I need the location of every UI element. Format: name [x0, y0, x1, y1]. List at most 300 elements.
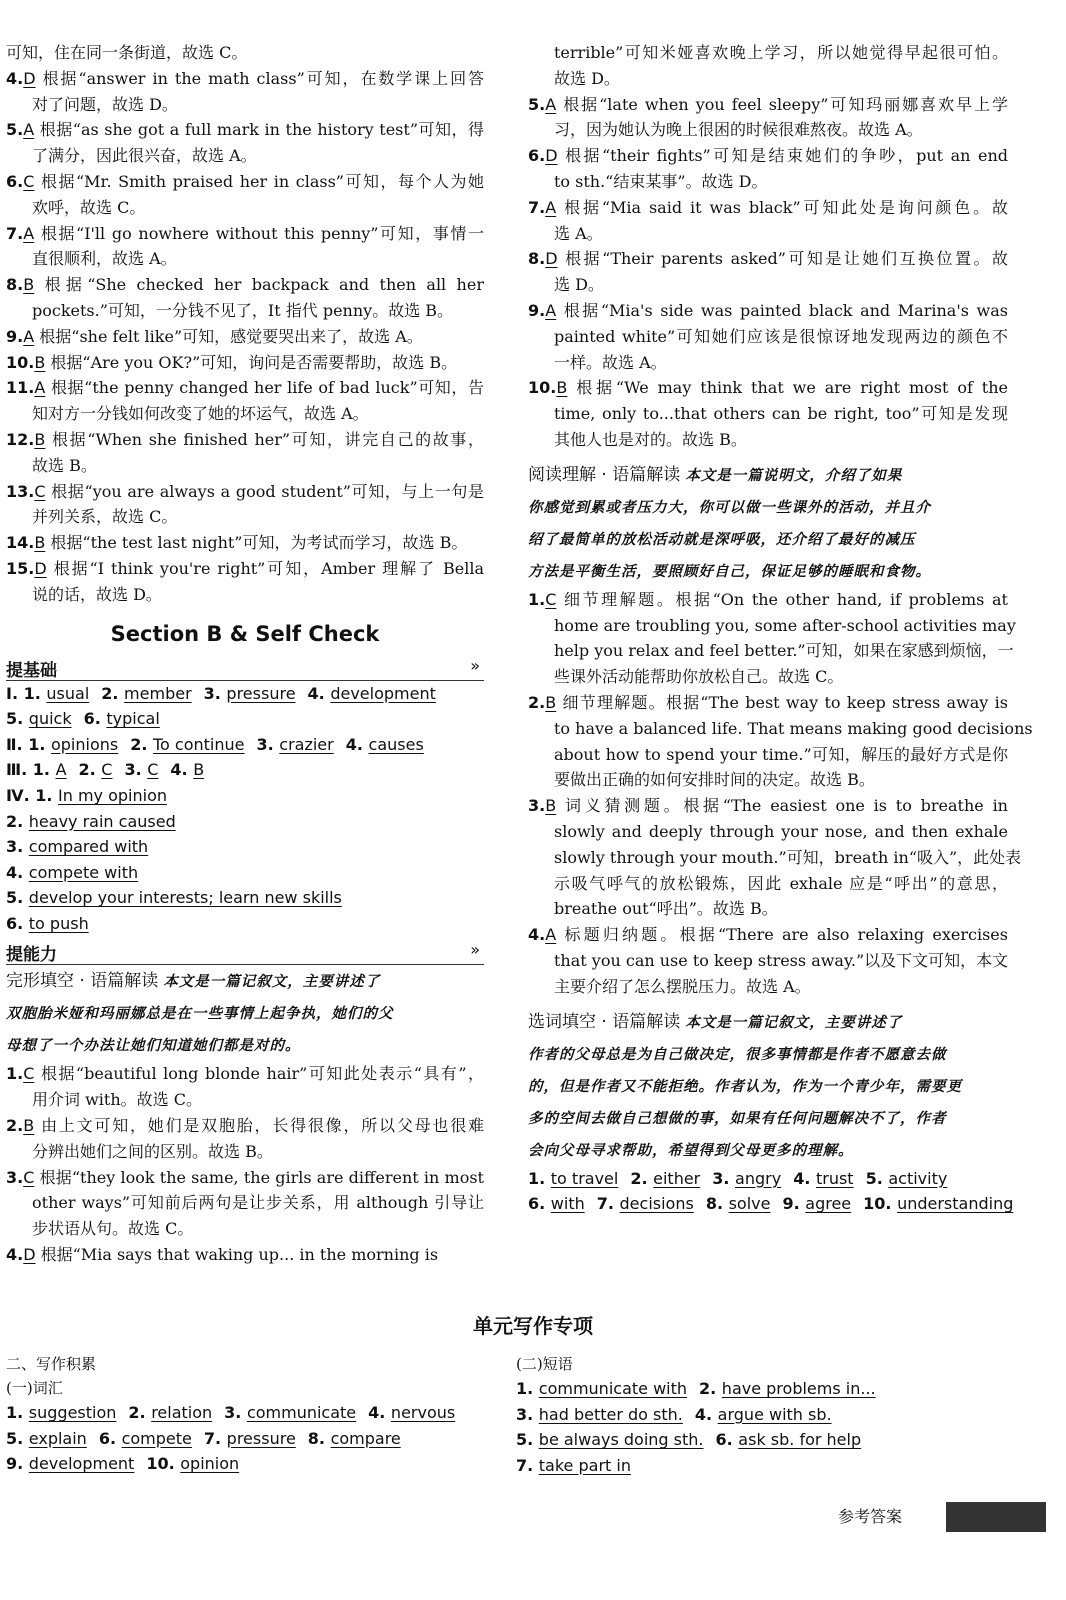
intro-text: 多的空间去做自己想做的事，如果有任何问题解决不了，作者: [528, 1109, 947, 1127]
answer-line: [528, 690, 1008, 716]
answer-choice: A: [545, 925, 557, 945]
answer-line: [528, 871, 1008, 897]
answer-word: quick: [28, 709, 72, 729]
answer-number: Ⅳ. 1.: [6, 785, 59, 805]
answer-word: B: [193, 760, 205, 780]
explanation-text: 步状语从句。故选 C。: [32, 1219, 194, 1239]
page-footer: [826, 1498, 1046, 1538]
explanation-text: 根据“late when you feel sleepy”可知玛丽娜喜欢早上学: [563, 94, 1008, 114]
explanation-text: 细节理解题。根据“On the other hand, if problems at: [564, 589, 1008, 609]
answer-word: crazier: [279, 734, 334, 754]
answer-line: [6, 1242, 484, 1268]
answer-number: 6.: [715, 1430, 739, 1450]
answer-number: 5.: [6, 888, 29, 908]
answer-word: develop your interests; learn new skills: [28, 888, 342, 908]
answer-line: [6, 324, 484, 350]
answer-number: 4.: [6, 1245, 24, 1265]
answer-number: 1.: [528, 589, 546, 609]
answer-number: 3.: [256, 734, 280, 754]
answer-number: 4.: [6, 68, 24, 88]
answer-line: [6, 246, 484, 272]
answer-word: solve: [728, 1194, 771, 1214]
answer-choice: C: [23, 171, 35, 191]
intro-line: [528, 555, 1008, 587]
explanation-text: 些课外活动能帮助你放松自己。故选 C。: [554, 667, 844, 687]
answer-item: [6, 1165, 484, 1242]
answer-item: [6, 66, 484, 118]
answer-line: [6, 530, 484, 556]
answer-word: opinion: [180, 1454, 240, 1474]
answer-row: [6, 1451, 486, 1477]
answer-choice: A: [23, 326, 35, 346]
answer-number: 4.: [368, 1403, 391, 1422]
answer-number: 10.: [146, 1454, 181, 1474]
answer-choice: D: [23, 1245, 36, 1265]
explanation-text: pockets.”可知，一分钱不见了，It 指代 penny。故选 B。: [32, 300, 454, 320]
left-column: [6, 40, 484, 1268]
answer-row: [6, 757, 484, 783]
explanation-text: 根据“I think you're right”可知，Amber 理解了 Bella: [53, 558, 484, 578]
answer-number: 10.: [528, 378, 557, 398]
answer-choice: C: [34, 481, 46, 501]
writing-section-title: 单元写作专项: [473, 1314, 593, 1338]
answer-line: [528, 221, 1008, 247]
answer-row: [6, 834, 484, 860]
answer-item: [6, 1242, 484, 1268]
answer-row: [528, 1191, 1014, 1217]
answer-line: [6, 143, 484, 169]
answer-number: 2.: [6, 811, 29, 831]
answer-item: [6, 169, 484, 221]
explanation-text: 细节理解题。根据“The best way to keep stress away is: [562, 692, 1008, 712]
bar-label: 提基础: [6, 660, 57, 681]
intro-text: 你感觉到累或者压力大，你可以做一些课外的活动，并且介: [528, 498, 931, 516]
answer-line: [528, 767, 1008, 793]
answer-line: [6, 272, 484, 298]
answer-word: compare: [330, 1428, 401, 1448]
answer-line: [528, 587, 1008, 613]
intro-text: 本文是一篇说明文，介绍了如果: [685, 466, 903, 484]
answer-line: [6, 298, 484, 324]
answer-word: have problems in...: [721, 1379, 876, 1398]
explanation-text: to have a balanced life. That means making good decisions: [554, 718, 1033, 738]
answer-word: compared with: [28, 837, 149, 857]
answer-item: [528, 246, 1008, 298]
answer-number: 5.: [6, 1428, 29, 1448]
intro-text: 的，但是作者又不能拒绝。作者认为，作为一个青少年，需要更: [528, 1077, 962, 1095]
answer-line: [528, 638, 1014, 664]
answer-line: [6, 453, 484, 479]
intro-text: 会向父母寻求帮助，希望得到父母更多的理解。: [528, 1141, 854, 1159]
explanation-text: 选 D。: [554, 275, 604, 295]
answer-word: heavy rain caused: [28, 811, 176, 831]
answer-line: [6, 117, 484, 143]
answer-word: C: [147, 760, 159, 780]
explanation-text: 根据“the penny changed her life of bad luck”可知，告: [50, 378, 484, 398]
answer-word: member: [124, 683, 192, 703]
answer-word: compete with: [28, 862, 139, 882]
answer-number: 13.: [6, 481, 35, 501]
answer-row: [516, 1402, 996, 1428]
answer-row: [6, 681, 484, 707]
answer-item: [6, 117, 484, 169]
intro-line: [528, 459, 1008, 491]
answer-word: To continue: [153, 734, 245, 754]
answer-item: [6, 530, 484, 556]
explanation-text: about how to spend your time.”可知，解压的最好方式是你: [554, 744, 1008, 764]
answer-number: 9.: [782, 1194, 806, 1214]
explanation-text: 根据“she felt like”可知，感觉要哭出来了，故选 A。: [39, 326, 423, 346]
answer-line: [6, 479, 484, 505]
answer-choice: B: [34, 533, 46, 553]
answer-line: [528, 92, 1008, 118]
answer-word: trust: [815, 1168, 854, 1188]
answer-line: [6, 504, 484, 530]
answer-number: 4.: [6, 862, 29, 882]
explanation-text: 一样。故选 A。: [554, 352, 667, 372]
answer-number: 3.: [516, 1404, 539, 1424]
answer-word: be always doing sth.: [538, 1430, 704, 1450]
answer-number: 9.: [6, 1454, 29, 1474]
ability-bar: [6, 940, 484, 965]
explanation-text: 了满分，因此很兴奋，故选 A。: [32, 146, 257, 166]
answer-number: 3.: [6, 837, 29, 857]
answer-choice: C: [23, 1167, 35, 1187]
answer-line: [6, 1165, 484, 1191]
answer-number: 3.: [124, 760, 148, 780]
answer-number: 2.: [630, 1168, 654, 1188]
answer-row: [528, 1166, 1008, 1192]
answer-choice: B: [34, 352, 46, 372]
answer-number: 6.: [6, 171, 24, 191]
explanation-text: 示吸气呼气的放松锻炼，因此 exhale 应是“呼出”的意思，: [554, 873, 1008, 893]
explanation-text: 要做出正确的如何安排时间的决定。故选 B。: [554, 770, 875, 790]
answer-line: [528, 246, 1008, 272]
explanation-text: 根据“We may think that we are right most of the: [576, 378, 1008, 398]
answer-item: [6, 1113, 484, 1165]
explanation-text: 故选 B。: [32, 455, 97, 475]
answer-number: 2.: [101, 683, 125, 703]
answer-number: 6.: [6, 913, 29, 933]
answer-word: pressure: [226, 1428, 296, 1448]
answer-number: 6.: [98, 1428, 122, 1448]
answer-line: [528, 195, 1008, 221]
explanation-text: slowly and deeply through your nose, and then exhale: [554, 821, 1008, 841]
answer-word: decisions: [619, 1194, 694, 1214]
intro-heading: 阅读理解 · 语篇解读: [528, 464, 681, 485]
answer-item: [6, 350, 484, 376]
answer-line: [6, 1113, 484, 1139]
intro-text: 绍了最简单的放松活动就是深呼吸，还介绍了最好的减压: [528, 530, 916, 548]
answer-number: 9.: [6, 326, 24, 346]
answer-number: 1.: [6, 1403, 29, 1422]
answer-line: [528, 896, 1008, 922]
bar-label: 提能力: [6, 945, 57, 966]
explanation-text: slowly through your mouth.”可知，breath in“吸入”，此处表: [554, 847, 1022, 867]
answer-word: either: [653, 1168, 701, 1188]
answer-word: communicate: [246, 1403, 357, 1422]
answer-word: angry: [735, 1168, 782, 1188]
explanation-text: 欢呼，故选 C。: [32, 197, 146, 217]
phrase-answers: [516, 1376, 996, 1478]
answer-number: 1.: [6, 1064, 24, 1084]
continuation-line: 可知，住在同一条街道，故选 C。: [6, 43, 248, 62]
vocab-column: [6, 1352, 486, 1477]
answer-number: 5.: [6, 709, 29, 729]
intro-line: [528, 523, 1008, 555]
answer-line: [6, 1061, 484, 1087]
answer-item: [528, 587, 1016, 690]
answer-choice: A: [23, 120, 35, 140]
explanation-text: help you relax and feel better.”可知，如果在家感到烦恼，一: [554, 641, 1014, 661]
answer-word: causes: [368, 734, 424, 754]
explanation-text: 根据“She checked her backpack and then all her: [44, 275, 484, 295]
answer-item: [528, 92, 1008, 144]
answer-line: [6, 375, 484, 401]
basic-skills-bar: [6, 656, 484, 681]
answer-line: [6, 1087, 484, 1113]
answer-word: activity: [888, 1168, 948, 1188]
answer-number: Ⅲ. 1.: [6, 760, 56, 780]
answer-line: [528, 427, 1008, 453]
intro-text: 双胞胎米娅和玛丽娜总是在一些事情上起争执，她们的父: [6, 1005, 394, 1023]
answer-line: [528, 819, 1008, 845]
answer-row: [6, 1426, 486, 1452]
continuation-line: 故选 D。: [554, 68, 620, 88]
answer-number: 10.: [863, 1194, 898, 1214]
answer-word: with: [550, 1194, 585, 1214]
explanation-text: home are troubling you, some after-school activities may: [554, 615, 1016, 635]
intro-text: 母想了一个办法让她们知道她们都是对的。: [6, 1037, 301, 1055]
explanation-text: 根据“I'll go nowhere without this penny”可知，事情一: [40, 223, 484, 243]
answer-number: 8.: [528, 249, 546, 269]
answer-line: [6, 401, 484, 427]
answer-number: 4.: [694, 1404, 718, 1424]
answer-number: 2.: [6, 1116, 24, 1136]
answer-line: [528, 793, 1008, 819]
cloze-answers-part2: [6, 1061, 484, 1267]
answer-number: 4.: [170, 760, 194, 780]
intro-heading: 完形填空 · 语篇解读: [6, 971, 159, 992]
explanation-text: 根据“When she finished her”可知，讲完自己的故事，: [52, 429, 484, 449]
answer-row: [6, 809, 484, 835]
answer-word: explain: [28, 1428, 87, 1448]
answer-row: [516, 1376, 996, 1402]
answer-line: [528, 298, 1008, 324]
answer-number: 7.: [596, 1194, 620, 1214]
answer-choice: B: [556, 378, 568, 398]
answer-word: development: [28, 1454, 135, 1474]
answer-word: nervous: [390, 1403, 456, 1422]
answer-item: [6, 324, 484, 350]
answer-line: [528, 845, 1022, 871]
answer-line: [528, 143, 1008, 169]
explanation-text: 根据“as she got a full mark in the history test”可知，得: [39, 120, 484, 140]
answer-number: 5.: [528, 94, 546, 114]
answer-number: 5.: [865, 1168, 889, 1188]
answer-number: 4.: [528, 925, 546, 945]
answer-word: compete: [121, 1428, 192, 1448]
answer-number: 2.: [528, 692, 546, 712]
answer-choice: B: [545, 692, 557, 712]
answer-row: [516, 1453, 996, 1479]
answer-choice: A: [23, 223, 35, 243]
answer-line: [528, 169, 1008, 195]
explanation-text: 习，因为她认为晚上很困的时候很难熬夜。故选 A。: [554, 120, 923, 140]
basic-answers: [6, 681, 484, 937]
answer-number: 6.: [83, 709, 107, 729]
answer-line: [528, 948, 1008, 974]
reading-answers: [528, 587, 1033, 1000]
answer-line: [6, 1139, 484, 1165]
phrase-column: [516, 1352, 996, 1478]
answer-line: [6, 1216, 484, 1242]
answer-number: 12.: [6, 429, 35, 449]
answer-word: ask sb. for help: [738, 1430, 862, 1450]
explanation-text: time, only to...that others can be right, too”可知是发现: [554, 404, 1008, 424]
explanation-text: 说的话，故选 D。: [32, 584, 162, 604]
answer-number: 10.: [6, 352, 35, 372]
answer-choice: C: [545, 589, 557, 609]
intro-text: 本文是一篇记叙文，主要讲述了: [163, 973, 381, 991]
answer-choice: D: [545, 146, 558, 166]
continuation-lines: [528, 40, 1008, 92]
answer-item: [528, 143, 1008, 195]
answer-word: development: [330, 683, 436, 703]
answer-line: [528, 613, 1016, 639]
answer-number: 3.: [712, 1168, 736, 1188]
answer-line: [528, 664, 1008, 690]
answer-item: [528, 793, 1022, 922]
explanation-text: 根据“they look the same, the girls are different in most: [39, 1167, 484, 1187]
intro-line: [6, 965, 484, 997]
intro-text: 本文是一篇记叙文，主要讲述了: [685, 1013, 903, 1031]
explanation-text: 由上文可知，她们是双胞胎，长得很像，所以父母也很难: [41, 1116, 484, 1136]
answer-choice: B: [23, 275, 35, 295]
answer-word: typical: [106, 709, 160, 729]
explanation-text: to sth.“结束某事”。故选 D。: [554, 171, 768, 191]
reading-intro: [528, 459, 1008, 587]
answer-number: 2.: [699, 1379, 722, 1398]
chevron-right-icon: »: [470, 655, 480, 675]
answer-number: 3.: [203, 683, 227, 703]
answer-item: [6, 556, 484, 608]
answer-choice: B: [23, 1116, 35, 1136]
explanation-text: 分辨出她们之间的区别。故选 B。: [32, 1141, 273, 1161]
answer-choice: A: [545, 94, 557, 114]
explanation-text: 并列关系，故选 C。: [32, 507, 178, 527]
answer-item: [528, 298, 1008, 375]
answer-item: [528, 690, 1033, 793]
word-fill-intro: [528, 1006, 1008, 1166]
continuation-line: terrible”可知米娅喜欢晚上学习，所以她觉得早起很可怕。: [554, 43, 1008, 62]
answer-choice: D: [545, 249, 558, 269]
explanation-text: 主要介绍了怎么摆脱压力。故选 A。: [554, 976, 811, 996]
answer-item: [6, 221, 484, 273]
answer-number: 4.: [793, 1168, 816, 1188]
answer-item: [6, 1061, 484, 1113]
answer-line: [6, 169, 484, 195]
explanation-text: 根据“Mia says that waking up... in the morning is: [40, 1245, 439, 1265]
footer-label: 参考答案: [838, 1507, 903, 1526]
answer-number: 8.: [6, 275, 24, 295]
intro-line: [528, 491, 1008, 523]
answer-line: [6, 427, 484, 453]
answer-item: [6, 272, 484, 324]
answer-item: [528, 922, 1008, 999]
answer-number: 15.: [6, 558, 35, 578]
answer-word: pressure: [226, 683, 296, 703]
answer-line: [6, 350, 484, 376]
answer-row: [516, 1427, 996, 1453]
answer-row: [6, 783, 484, 809]
phrase-heading: (二)短语: [516, 1355, 573, 1373]
intro-line: [528, 1134, 1008, 1166]
explanation-text: 根据“Are you OK?”可知，询问是否需要帮助，故选 B。: [50, 352, 458, 372]
explanation-text: 对了问题，故选 D。: [32, 94, 178, 114]
answer-item: [6, 427, 484, 479]
explanation-text: 其他人也是对的。故选 B。: [554, 429, 747, 449]
intro-line: [528, 1102, 1008, 1134]
explanation-text: 用介词 with。故选 C。: [32, 1090, 202, 1110]
explanation-text: 根据“Mr. Smith praised her in class”可知，每个人为她: [40, 171, 484, 191]
answer-line: [6, 556, 484, 582]
explanation-text: 根据“Mia's side was painted black and Marina's was: [563, 300, 1008, 320]
answer-number: 2.: [130, 734, 153, 754]
cloze-answers-part3: [528, 92, 1008, 453]
answer-line: [528, 272, 1008, 298]
answer-number: 2.: [78, 760, 102, 780]
explanation-text: 根据“Their parents asked”可知是让她们互换位置。故: [565, 249, 1008, 269]
answer-item: [528, 195, 1008, 247]
answer-number: 2.: [128, 1403, 152, 1422]
word-fill-answers: [528, 1166, 1014, 1217]
answer-choice: D: [34, 558, 47, 578]
answer-number: Ⅱ. 1.: [6, 734, 51, 754]
answer-number: 9.: [528, 300, 546, 320]
intro-line: [6, 1029, 484, 1061]
explanation-text: that you can use to keep stress away.”以及下文可知，本文: [554, 950, 1009, 970]
answer-line: [528, 974, 1008, 1000]
answer-number: 6.: [528, 1194, 551, 1214]
intro-line: [528, 1038, 1008, 1070]
right-column: [528, 40, 1033, 1217]
answer-item: [6, 375, 484, 427]
explanation-text: 根据“their fights”可知是结束她们的争吵，put an end: [565, 146, 1008, 166]
explanation-text: 词义猜测题。根据“The easiest one is to breathe in: [565, 796, 1008, 816]
answer-number: 7.: [6, 223, 24, 243]
answer-number: 8.: [705, 1194, 729, 1214]
explanation-text: breathe out“呼出”。故选 B。: [554, 899, 778, 919]
answer-number: 1.: [516, 1379, 539, 1398]
section-title: Section B & Self Check: [110, 621, 380, 646]
answer-number: 4.: [307, 683, 331, 703]
answer-row: [6, 885, 484, 911]
intro-text: 方法是平衡生活，要照顾好自己，保证足够的睡眠和食物。: [528, 562, 931, 580]
answer-line: [6, 221, 484, 247]
answer-word: understanding: [897, 1194, 1014, 1214]
answer-row: [6, 706, 484, 732]
answer-line: [528, 350, 1008, 376]
answer-line: [6, 195, 484, 221]
answer-choice: C: [23, 1064, 35, 1084]
answer-line: [528, 324, 1008, 350]
intro-text: 作者的父母总是为自己做决定，很多事情都是作者不愿意去做: [528, 1045, 947, 1063]
vocab-answers: [6, 1400, 486, 1477]
answer-number: 7.: [528, 197, 546, 217]
answer-number: 1.: [528, 1168, 551, 1188]
answer-row: [6, 860, 484, 886]
